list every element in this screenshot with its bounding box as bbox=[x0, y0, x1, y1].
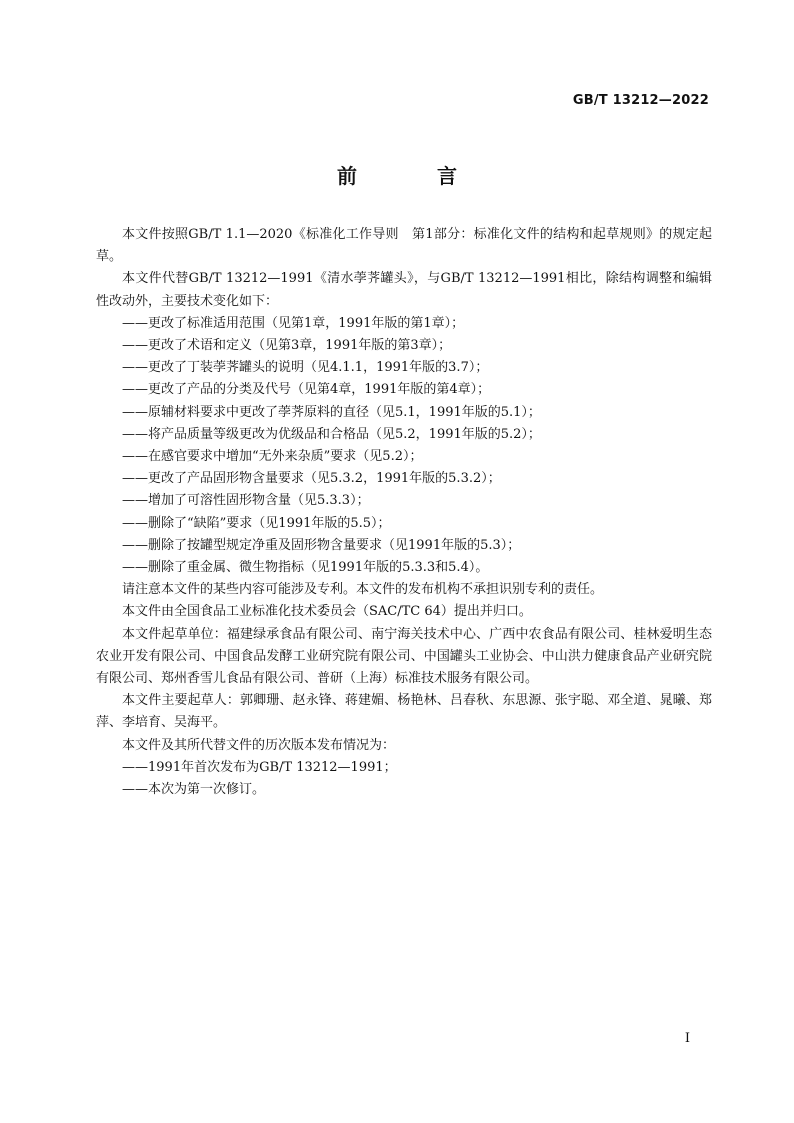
list-item: ——删除了按罐型规定净重及固形物含量要求（见1991年版的5.3）； bbox=[122, 537, 521, 553]
paragraph-drafting-rules: 本文件按照GB/T 1.1—2020《标准化工作导则 第1部分：标准化文件的结构和起草规则》的规定起草。 bbox=[96, 227, 712, 265]
list-item: ——删除了“缺陷”要求（见1991年版的5.5）； bbox=[122, 515, 391, 531]
changes-list bbox=[96, 313, 712, 579]
standard-code: GB/T 13212—2022 bbox=[572, 93, 709, 108]
paragraph-drafters: 本文件主要起草人：郭卿珊、赵永锋、蒋建媚、杨艳林、吕春秋、东思源、张宇聪、邓全道、晁曦、郑萍、李培育、吴海平。 bbox=[96, 693, 712, 731]
page-title: 前 言 bbox=[337, 164, 487, 188]
page-number: I bbox=[684, 1031, 690, 1046]
list-item: ——本次为第一次修订。 bbox=[122, 782, 266, 798]
list-item: ——更改了产品的分类及代号（见第4章，1991年版的第4章）； bbox=[122, 382, 491, 398]
list-item: ——增加了可溶性固形物含量（见5.3.3）； bbox=[122, 493, 370, 509]
paragraph-patent-notice: 请注意本文件的某些内容可能涉及专利。本文件的发布机构不承担识别专利的责任。 bbox=[122, 582, 604, 598]
list-item: ——更改了标准适用范围（见第1章，1991年版的第1章）； bbox=[122, 315, 465, 331]
paragraph-drafting-units: 本文件起草单位：福建绿承食品有限公司、南宁海关技术中心、广西中农食品有限公司、桂林爱明生态农业开发有限公司、中国食品发酵工业研究院有限公司、中国罐头工业协会、中山洪力健康食品产业研究院有限公司、郑州香雪儿食品有限公司、普研（上海）标准技术服务有限公司。 bbox=[96, 626, 712, 687]
list-item: ——删除了重金属、微生物指标（见1991年版的5.3.3和5.4）。 bbox=[122, 560, 489, 576]
list-item: ——在感官要求中增加“无外来杂质”要求（见5.2）； bbox=[122, 449, 423, 465]
paragraph-proposer: 本文件由全国食品工业标准化技术委员会（SAC/TC 64）提出并归口。 bbox=[122, 604, 532, 620]
list-item: ——原辅材料要求中更改了荸荠原料的直径（见5.1，1991年版的5.1）； bbox=[122, 404, 541, 420]
list-item: ——1991年首次发布为GB/T 13212—1991； bbox=[122, 759, 397, 775]
paragraph-replaces: 本文件代替GB/T 13212—1991《清水荸荠罐头》，与GB/T 13212—1991相比，除结构调整和编辑性改动外，主要技术变化如下： bbox=[96, 271, 712, 309]
paragraph-history-intro: 本文件及其所代替文件的历次版本发布情况为： bbox=[122, 737, 396, 753]
list-item: ——更改了丁装荸荠罐头的说明（见4.1.1，1991年版的3.7）； bbox=[122, 360, 489, 376]
foreword-body bbox=[96, 224, 712, 801]
history-list bbox=[96, 757, 712, 801]
list-item: ——更改了产品固形物含量要求（见5.3.2，1991年版的5.3.2）； bbox=[122, 471, 501, 487]
list-item: ——将产品质量等级更改为优级品和合格品（见5.2，1991年版的5.2）； bbox=[122, 426, 541, 442]
list-item: ——更改了术语和定义（见第3章，1991年版的第3章）； bbox=[122, 338, 452, 354]
